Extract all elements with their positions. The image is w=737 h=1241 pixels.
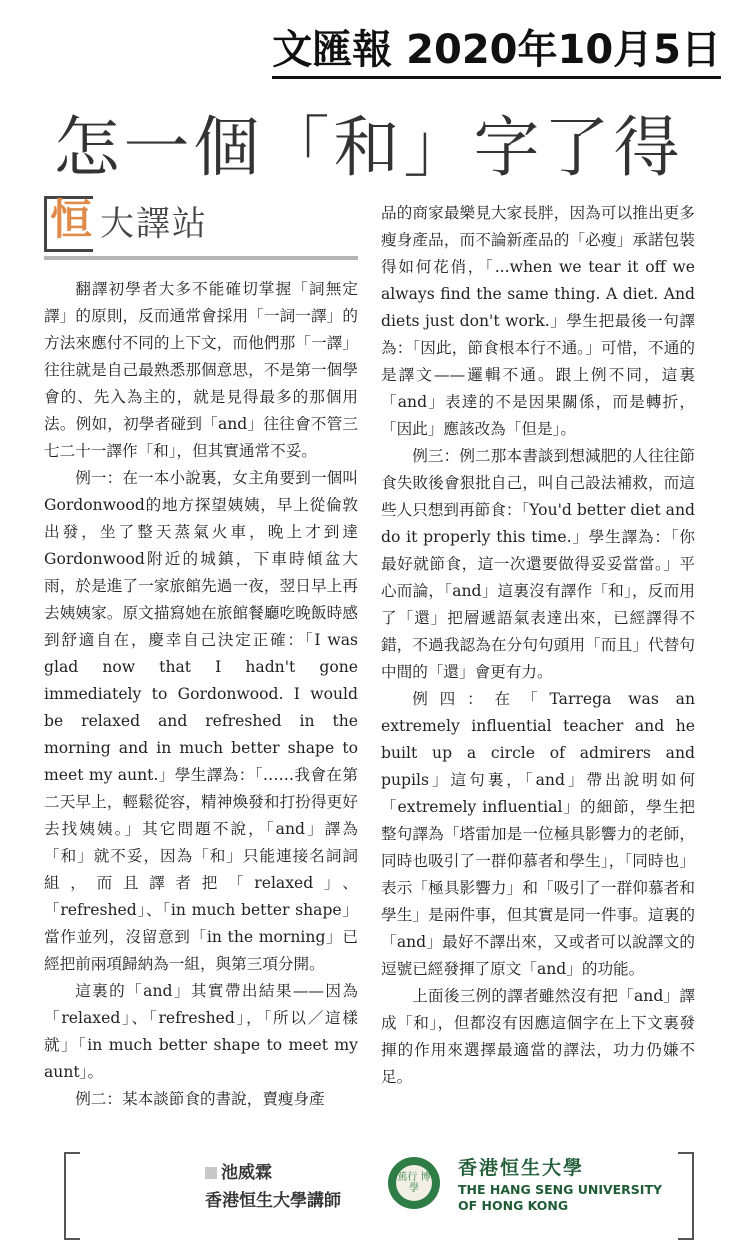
university-name-en: THE HANG SENG UNIVERSITY OF HONG KONG bbox=[458, 1182, 663, 1213]
column-title-sub: 大譯站 bbox=[100, 204, 208, 244]
footer-bracket-left bbox=[64, 1152, 80, 1240]
paragraph: 例四：在「Tarrega was an extremely influential teacher and he built up a circle of admirers and pupils」這句裏，「and」帶出說明如何「extremely influential」的細節，學生把整句譯為「塔雷加是一位極具影響力的老師，同時也吸引了一群仰慕者和學生」，「同時也」表示「極具影響力」和「吸引了一群仰慕者和學生」是兩件事，但其實是同一件事。這裏的「and」最好不譯出來，又或者可以說譯文的逗號已經發揮了原文「and」的功能。 bbox=[381, 690, 695, 978]
paragraph: 品的商家最樂見大家長胖，因為可以推出更多瘦身產品，而不論新產品的「必瘦」承諾包裝得如何花俏，「...when we tear it off we always find the same thing. A diet. And diets just don't work.」學生把最後一句譯為：「因此，節食根本行不通。」可惜，不通的是譯文——邏輯不通。跟上例不同，這裏「and」表達的不是因果關係，而是轉折，「因此」應該改為「但是」。 bbox=[381, 204, 695, 438]
author-role: 香港恒生大學講師 bbox=[205, 1191, 341, 1211]
article-column-right bbox=[381, 200, 695, 1091]
column-title bbox=[44, 192, 358, 260]
author-name-text: 池威霖 bbox=[221, 1163, 272, 1183]
paragraph: 例一：在一本小說裏，女主角要到一個叫Gordonwood的地方探望姨姨，早上從倫敦出發，坐了整天蒸氣火車，晚上才到達Gordonwood附近的城鎮，下車時傾盆大雨，於是進了一家旅館先過一夜，翌日早上再去姨姨家。原文描寫她在旅館餐廳吃晚飯時感到舒適自在，慶幸自己決定正確：「I was glad now that I hadn't gone immediately to Gordonwood. I would be relaxed and refreshed in the morning and in much better shape to meet my aunt.」學生譯為：「……我會在第二天早上，輕鬆從容，精神煥發和打扮得更好去找姨姨。」其它問題不說，「and」譯為「和」就不妥，因為「和」只能連接名詞詞組，而且譯者把「relaxed」、「refreshed」、「in much better shape」當作並列，沒留意到「in the morning」已經把前兩項歸納為一組，與第三項分開。 bbox=[44, 469, 358, 973]
author-name bbox=[205, 1160, 272, 1186]
footer-bracket-right bbox=[678, 1152, 694, 1240]
paragraph: 上面後三例的譯者雖然沒有把「and」譯成「和」，但都沒有因應這個字在上下文裏發揮的作用來選擇最適當的譯法，功力仍嫌不足。 bbox=[381, 987, 695, 1086]
paragraph: 翻譯初學者大多不能確切掌握「詞無定譯」的原則，反而通常會採用「一詞一譯」的方法來應付不同的上下文，而他們那「一譯」往往就是自己最熟悉那個意思，不是第一個學會的、先入為主的，就是見得最多的那個用法。例如，初學者碰到「and」往往會不管三七二十一譯作「和」，但其實通常不妥。 bbox=[44, 280, 358, 460]
column-title-main: 恒 bbox=[50, 195, 93, 244]
headline: 怎一個「和」字了得 bbox=[53, 109, 684, 186]
masthead: 文匯報 2020年10月5日 bbox=[272, 26, 721, 79]
paragraph: 例三：例二那本書談到想減肥的人往往節食失敗後會狠批自己，叫自己設法補救，而這些人只想到再節食：「You'd better diet and do it properly this time.」學生譯為：「你最好就節食，這一次還要做得妥妥當當。」平心而論，「and」這裏沒有譯作「和」，反而用了「還」把層遞語氣表達出來，已經譯得不錯，不過我認為在分句句頭用「而且」代替句中間的「還」會更有力。 bbox=[381, 447, 695, 681]
university-logo-icon bbox=[388, 1157, 440, 1209]
university-name-cn: 香港恒生大學 bbox=[458, 1157, 585, 1179]
article-column-left bbox=[44, 276, 358, 1113]
paragraph: 這裏的「and」其實帶出結果——因為「relaxed」、「refreshed」，「所以／這樣就」「in much better shape to meet my aunt」。 bbox=[44, 982, 358, 1081]
paragraph: 例二：某本談節食的書說，賣瘦身產 bbox=[75, 1090, 325, 1108]
author-marker-icon bbox=[205, 1167, 217, 1179]
university-logo-seal: 篤行 博學 bbox=[396, 1165, 432, 1201]
